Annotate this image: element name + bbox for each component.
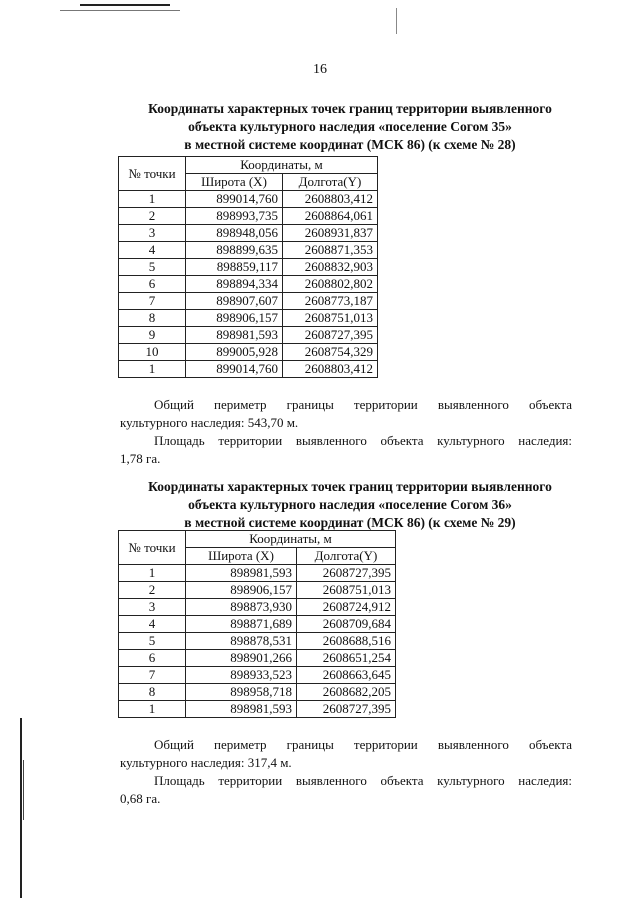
table-row — [119, 582, 396, 599]
longitude-cell: 2608724,912 — [297, 599, 396, 616]
latitude-cell: 898906,157 — [186, 310, 283, 327]
table-row — [119, 344, 378, 361]
longitude-cell: 2608727,395 — [283, 327, 378, 344]
header-coordinates: Координаты, м — [186, 157, 378, 174]
longitude-cell: 2608832,903 — [283, 259, 378, 276]
scan-artifact-line — [80, 4, 170, 6]
longitude-cell: 2608688,516 — [297, 633, 396, 650]
section-title-line: объекта культурного наследия «поселение Согом 35» — [188, 119, 512, 134]
longitude-cell: 2608751,013 — [283, 310, 378, 327]
point-number-cell: 7 — [119, 293, 186, 310]
point-number-cell: 6 — [119, 650, 186, 667]
longitude-cell: 2608751,013 — [297, 582, 396, 599]
table-row — [119, 616, 396, 633]
point-number-cell: 2 — [119, 208, 186, 225]
point-number-cell: 5 — [119, 259, 186, 276]
latitude-cell: 898894,334 — [186, 276, 283, 293]
table-row — [119, 310, 378, 327]
point-number-cell: 1 — [119, 191, 186, 208]
header-coordinates: Координаты, м — [186, 531, 396, 548]
area-line: 1,78 га. — [120, 451, 161, 466]
table-row — [119, 650, 396, 667]
point-number-cell: 3 — [119, 599, 186, 616]
latitude-cell: 898878,531 — [186, 633, 297, 650]
table-row — [119, 242, 378, 259]
section-title — [120, 478, 580, 532]
latitude-cell: 898907,607 — [186, 293, 283, 310]
section-title-line: Координаты характерных точек границ территории выявленного — [148, 479, 552, 494]
point-number-cell: 1 — [119, 361, 186, 378]
table-row — [119, 667, 396, 684]
scan-artifact-line — [60, 10, 180, 11]
longitude-cell: 2608663,645 — [297, 667, 396, 684]
latitude-cell: 898981,593 — [186, 701, 297, 718]
area-line: Площадь территории выявленного объекта культурного наследия: — [154, 433, 572, 448]
table-row — [119, 599, 396, 616]
latitude-cell: 898871,689 — [186, 616, 297, 633]
latitude-cell: 898993,735 — [186, 208, 283, 225]
longitude-cell: 2608803,412 — [283, 361, 378, 378]
table-row — [119, 208, 378, 225]
point-number-cell: 8 — [119, 310, 186, 327]
longitude-cell: 2608802,802 — [283, 276, 378, 293]
point-number-cell: 7 — [119, 667, 186, 684]
point-number-cell: 4 — [119, 242, 186, 259]
longitude-cell: 2608709,684 — [297, 616, 396, 633]
table-row — [119, 259, 378, 276]
point-number-cell: 5 — [119, 633, 186, 650]
latitude-cell: 898873,930 — [186, 599, 297, 616]
section-title-line: объекта культурного наследия «поселение Согом 36» — [188, 497, 512, 512]
latitude-cell: 898899,635 — [186, 242, 283, 259]
latitude-cell: 898958,718 — [186, 684, 297, 701]
latitude-cell: 898859,117 — [186, 259, 283, 276]
table-row — [119, 327, 378, 344]
header-latitude: Широта (X) — [186, 548, 297, 565]
table-row — [119, 276, 378, 293]
table-row — [119, 701, 396, 718]
latitude-cell: 898981,593 — [186, 565, 297, 582]
header-point: № точки — [119, 531, 186, 565]
point-number-cell: 2 — [119, 582, 186, 599]
perimeter-line: культурного наследия: 317,4 м. — [120, 755, 292, 770]
point-number-cell: 10 — [119, 344, 186, 361]
header-longitude: Долгота(Y) — [283, 174, 378, 191]
latitude-cell: 899014,760 — [186, 361, 283, 378]
point-number-cell: 1 — [119, 701, 186, 718]
section-title-line: в местной системе координат (МСК 86) (к схеме № 28) — [184, 137, 516, 152]
latitude-cell: 898906,157 — [186, 582, 297, 599]
latitude-cell: 898901,266 — [186, 650, 297, 667]
longitude-cell: 2608754,329 — [283, 344, 378, 361]
point-number-cell: 1 — [119, 565, 186, 582]
table-row — [119, 191, 378, 208]
latitude-cell: 899014,760 — [186, 191, 283, 208]
table-row — [119, 565, 396, 582]
perimeter-text — [120, 396, 572, 432]
table-row — [119, 293, 378, 310]
area-line: 0,68 га. — [120, 791, 161, 806]
area-text — [120, 432, 572, 468]
header-point: № точки — [119, 157, 186, 191]
longitude-cell: 2608727,395 — [297, 565, 396, 582]
longitude-cell: 2608682,205 — [297, 684, 396, 701]
table-row — [119, 225, 378, 242]
perimeter-line: Общий периметр границы территории выявленного объекта — [154, 737, 572, 752]
perimeter-line: культурного наследия: 543,70 м. — [120, 415, 299, 430]
header-latitude: Широта (X) — [186, 174, 283, 191]
perimeter-line: Общий периметр границы территории выявленного объекта — [154, 397, 572, 412]
table-row — [119, 684, 396, 701]
scan-artifact-edge — [20, 718, 22, 898]
latitude-cell: 898933,523 — [186, 667, 297, 684]
longitude-cell: 2608803,412 — [283, 191, 378, 208]
point-number-cell: 9 — [119, 327, 186, 344]
scan-artifact-tick — [396, 8, 397, 34]
longitude-cell: 2608931,837 — [283, 225, 378, 242]
point-number-cell: 4 — [119, 616, 186, 633]
latitude-cell: 898948,056 — [186, 225, 283, 242]
coordinates-table — [118, 530, 396, 718]
latitude-cell: 898981,593 — [186, 327, 283, 344]
latitude-cell: 899005,928 — [186, 344, 283, 361]
page-number: 16 — [313, 62, 327, 77]
coordinates-table — [118, 156, 378, 378]
area-text — [120, 772, 572, 808]
section-title-line: в местной системе координат (МСК 86) (к схеме № 29) — [184, 515, 516, 530]
section-title-line: Координаты характерных точек границ территории выявленного — [148, 101, 552, 116]
longitude-cell: 2608727,395 — [297, 701, 396, 718]
longitude-cell: 2608651,254 — [297, 650, 396, 667]
perimeter-text — [120, 736, 572, 772]
table-row — [119, 633, 396, 650]
area-line: Площадь территории выявленного объекта культурного наследия: — [154, 773, 572, 788]
point-number-cell: 8 — [119, 684, 186, 701]
longitude-cell: 2608864,061 — [283, 208, 378, 225]
table-row — [119, 361, 378, 378]
point-number-cell: 6 — [119, 276, 186, 293]
point-number-cell: 3 — [119, 225, 186, 242]
header-longitude: Долгота(Y) — [297, 548, 396, 565]
longitude-cell: 2608773,187 — [283, 293, 378, 310]
longitude-cell: 2608871,353 — [283, 242, 378, 259]
scan-artifact-edge — [23, 760, 24, 820]
section-title — [120, 100, 580, 154]
